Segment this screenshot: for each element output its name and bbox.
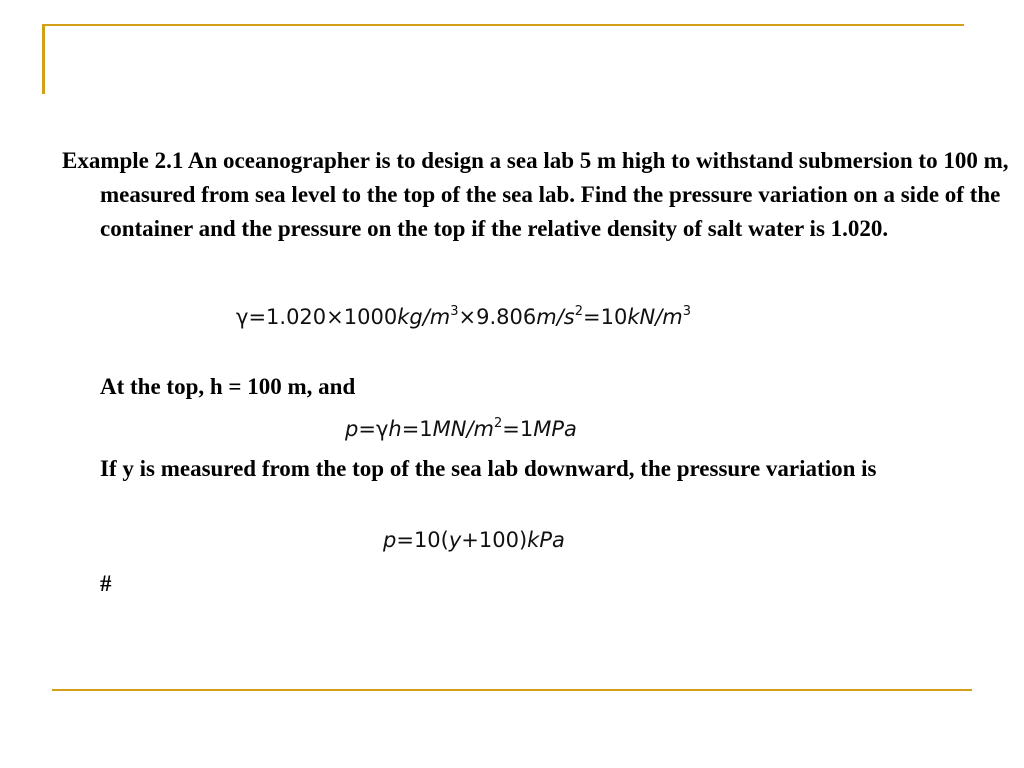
end-mark: #	[100, 571, 112, 596]
eq-gamma-exp1: 3	[450, 304, 459, 319]
eq-top-exp1: 2	[494, 416, 503, 431]
eq-var-b: +100)	[461, 528, 528, 552]
eq-gamma-b: ×1000	[326, 305, 398, 329]
eq-gamma-symbol: γ	[236, 305, 249, 329]
eq-gamma-exp2: 2	[574, 304, 583, 319]
eq-gamma-d: =10	[583, 305, 628, 329]
eq-var-y: y	[448, 528, 462, 552]
frame-left-line	[42, 24, 45, 94]
eq-top-eq1: =γ	[358, 417, 389, 441]
eq-var-p: p	[383, 528, 397, 552]
equation-pressure-variation	[383, 528, 565, 552]
top-pressure-text: At the top, h = 100 m, and	[100, 374, 356, 399]
eq-var-unit: kPa	[527, 528, 565, 552]
equation-top-pressure	[345, 416, 577, 441]
problem-statement: Example 2.1 An oceanographer is to design a sea lab 5 m high to withstand submersion to 100 m, measured from sea level to the top of the sea lab. Find the pressure variation on a side of the container and the pressure on the top if the relative density of salt water is 1.020.	[62, 148, 1009, 241]
frame-top-line	[42, 24, 964, 26]
eq-top-eq3: =1	[502, 417, 534, 441]
eq-top-unit1: MN/m	[432, 417, 495, 441]
eq-gamma-a: =1.020	[248, 305, 327, 329]
eq-var-a: =10(	[396, 528, 449, 552]
eq-top-h: h	[388, 417, 402, 441]
eq-gamma-unit1: kg/m	[397, 305, 451, 329]
frame-bottom-line	[52, 689, 972, 691]
eq-gamma-unit3: kN/m	[627, 305, 683, 329]
eq-top-unit2: MPa	[533, 417, 577, 441]
equation-specific-weight	[236, 304, 691, 329]
variation-text: If y is measured from the top of the sea lab downward, the pressure variation is	[100, 456, 877, 481]
eq-gamma-exp3: 3	[682, 304, 692, 319]
eq-gamma-c: ×9.806	[458, 305, 537, 329]
eq-top-eq2: =1	[401, 417, 433, 441]
eq-top-p: p	[345, 417, 359, 441]
eq-gamma-unit2: m/s	[536, 305, 575, 329]
